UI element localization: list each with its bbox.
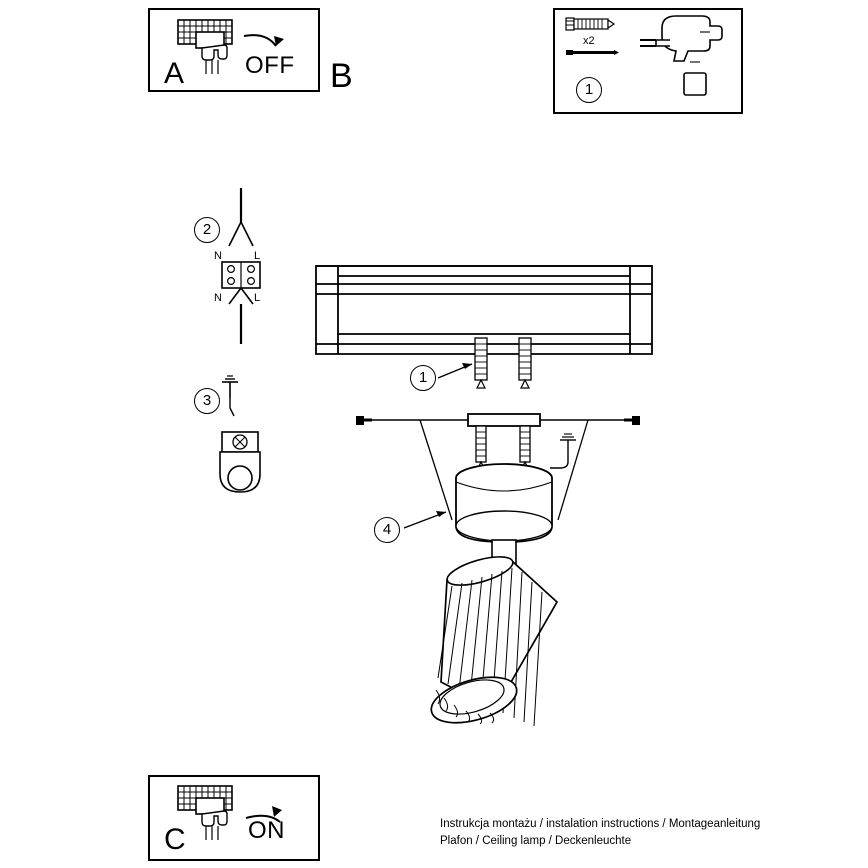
panel-a-letter: A bbox=[164, 57, 185, 90]
step-1-number: 1 bbox=[410, 365, 436, 391]
footer-line-1: Instrukcja montażu / instalation instructions / Montageanleitung bbox=[440, 818, 761, 830]
step-2-number: 2 bbox=[194, 217, 220, 243]
terminal-label-n-top: N bbox=[214, 250, 222, 262]
panel-b-letter: B bbox=[330, 57, 354, 95]
tools-step-number: 1 bbox=[576, 77, 602, 103]
tools-quantity-label: x2 bbox=[583, 35, 595, 47]
footer-line-2: Plafon / Ceiling lamp / Deckenleuchte bbox=[440, 835, 632, 847]
panel-c-state-label: ON bbox=[248, 817, 285, 844]
step-3-number: 3 bbox=[194, 388, 220, 414]
terminal-label-n-bottom: N bbox=[214, 292, 222, 304]
terminal-label-l-top: L bbox=[254, 250, 261, 262]
step-4-number: 4 bbox=[374, 517, 400, 543]
panel-c-letter: C bbox=[164, 823, 187, 856]
panel-a-state-label: OFF bbox=[245, 52, 295, 79]
terminal-label-l-bottom: L bbox=[254, 292, 261, 304]
